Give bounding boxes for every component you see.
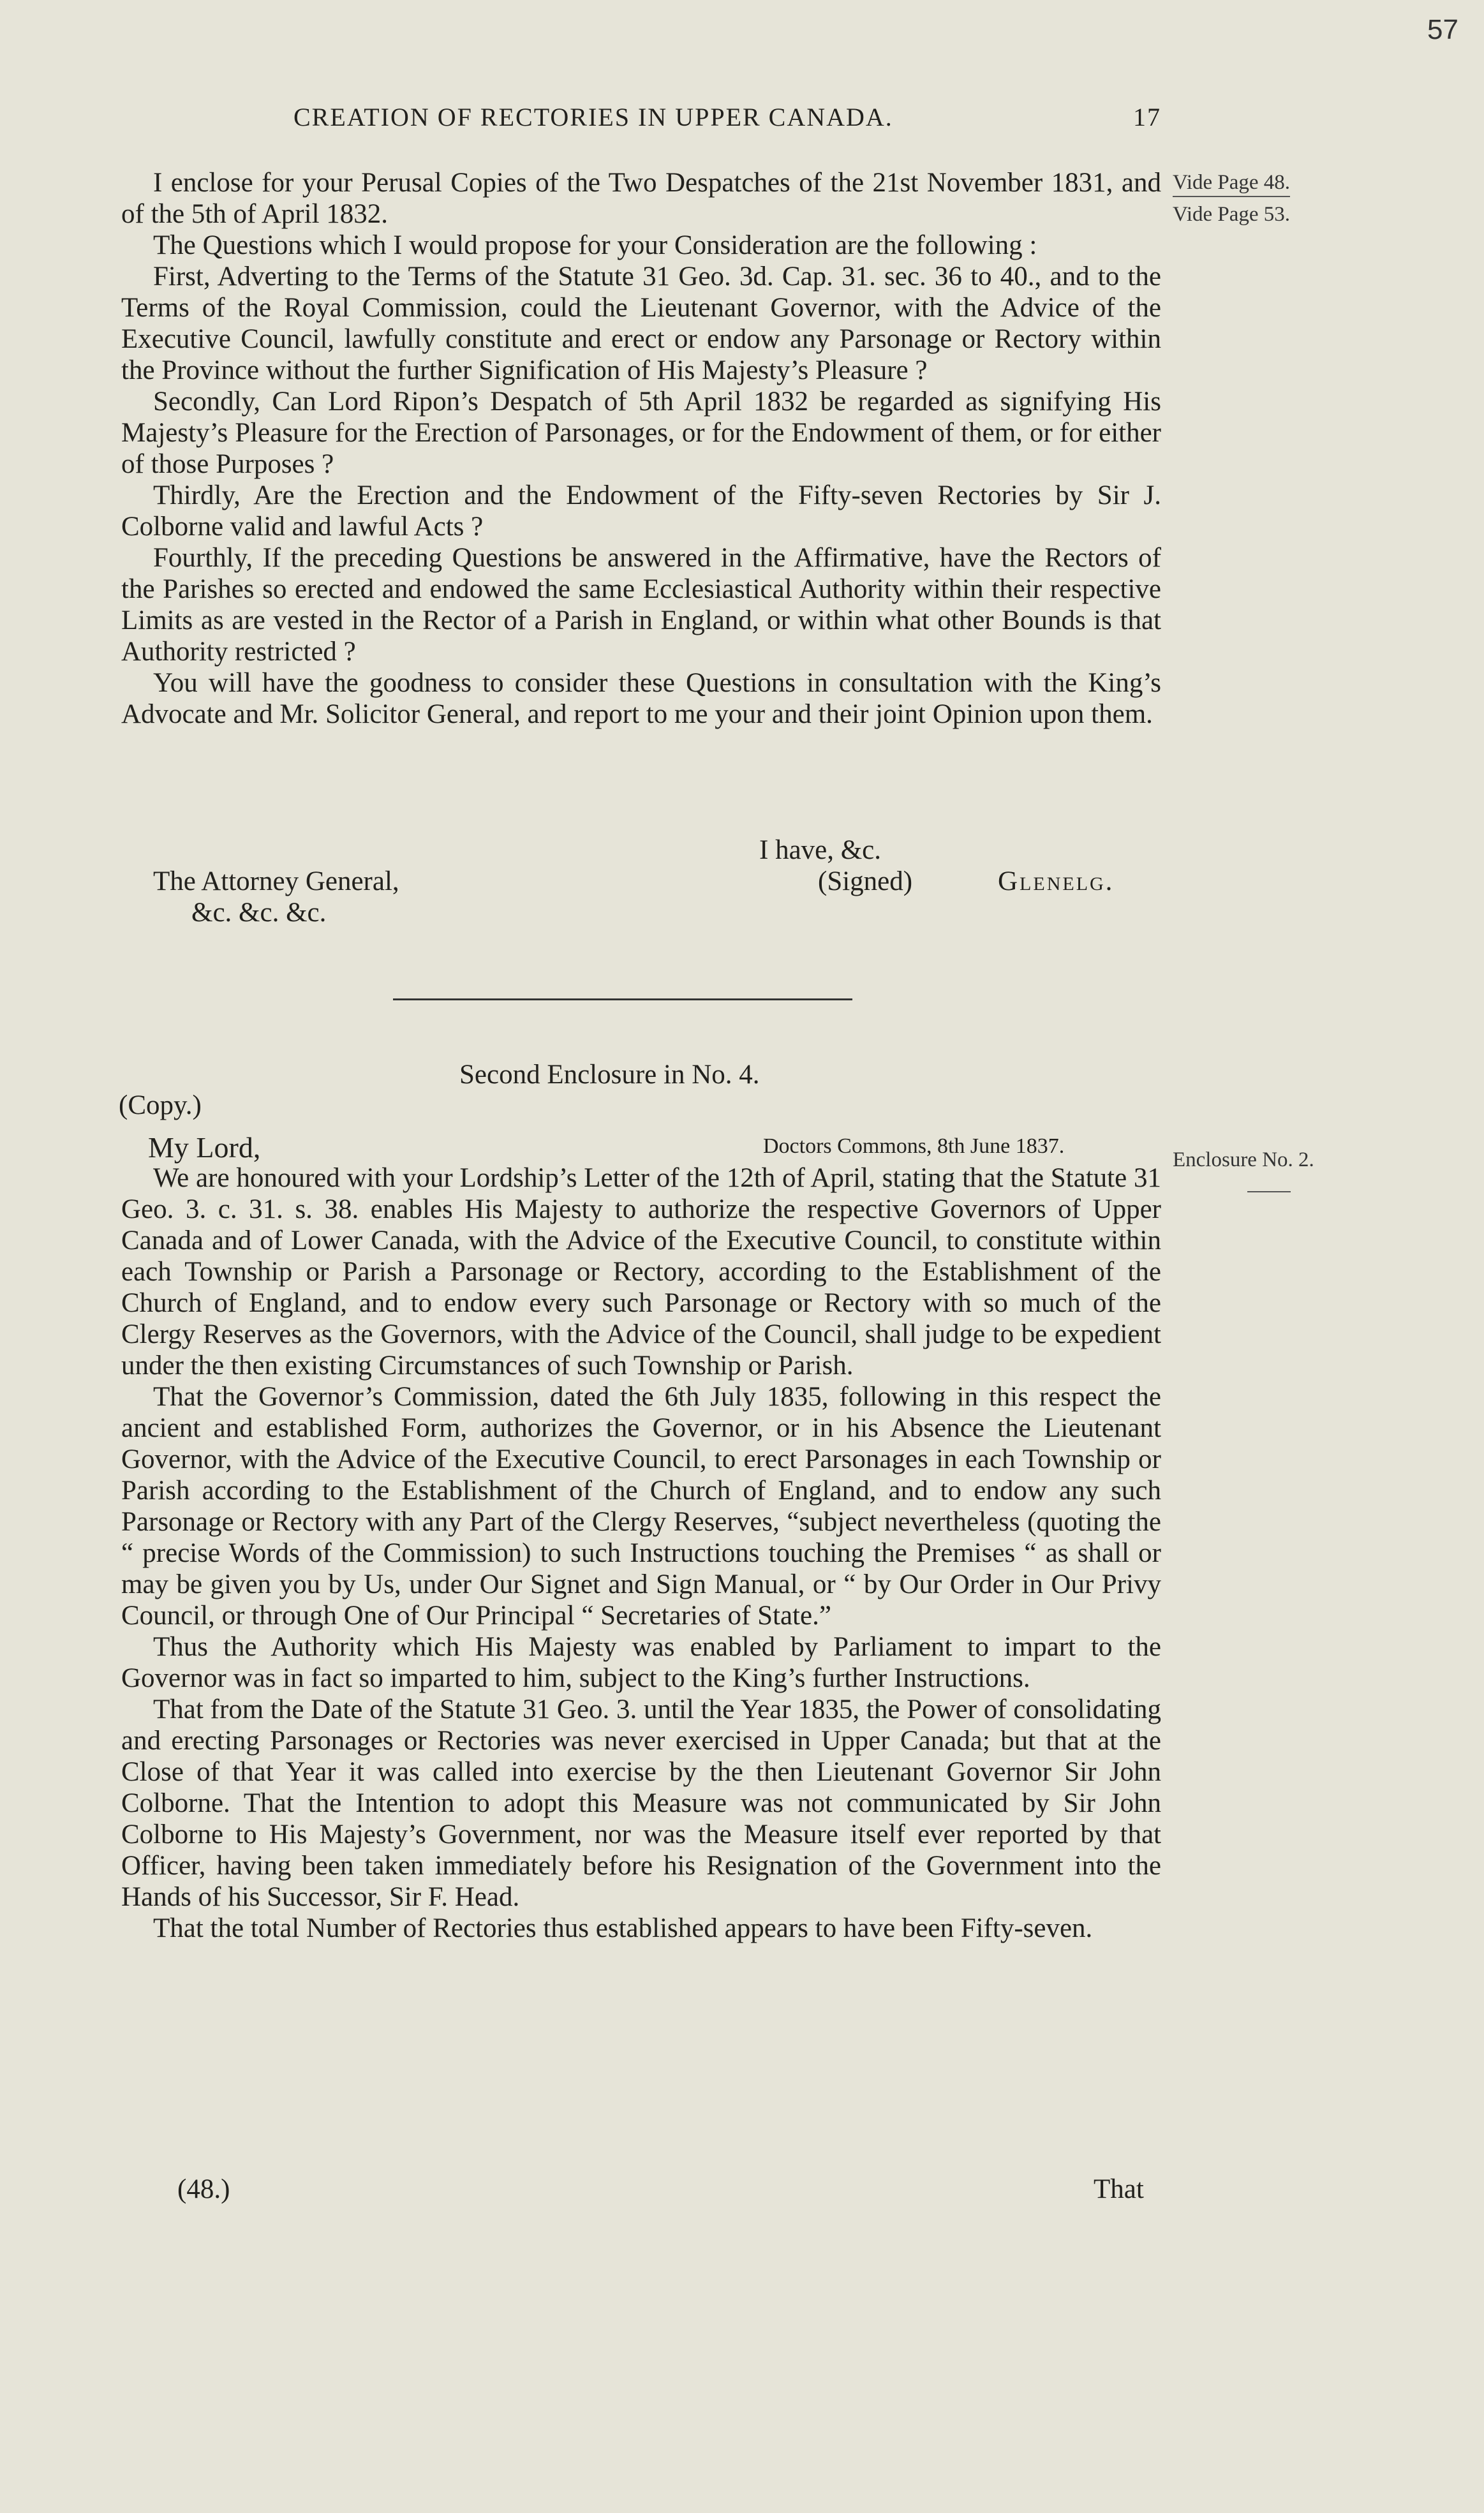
catchword: That xyxy=(1094,2174,1144,2204)
running-head-folio: 17 xyxy=(1133,103,1161,131)
paragraph: That the total Number of Rectories thus established appears to have been Fifty-seven. xyxy=(153,1913,1093,1943)
signature-number: (48.) xyxy=(177,2174,230,2204)
running-head-title: CREATION OF RECTORIES IN UPPER CANADA. xyxy=(293,103,893,131)
paragraph: We are honoured with your Lordship’s Letter of the 12th of April, stating that the Statute 31 Geo. 3. c. 31. s. 38. enables His Majesty to authorize the respective Governors of Upper Canada and of Lower Canada, with the Advice of the Executive Council, to constitute within each Township or Parish a Parsonage or Rectory, according to the Establishment of the Church of England, and to endow every such Parsonage or Rectory with so much of the Clergy Reserves as the Governors, with the Advice of the Council, shall judge to be expedient under the then existing Circumstances of such Township or Parish. xyxy=(121,1163,1161,1381)
page-number: 57 xyxy=(1427,14,1458,45)
first-letter-body xyxy=(121,167,1161,730)
signer-name: Glenelg. xyxy=(998,866,1115,896)
addressee-etc: &c. &c. &c. xyxy=(191,898,327,928)
paragraph: I enclose for your Perusal Copies of the Two Despatches of the 21st November 1831, and of the 5th of April 1832. xyxy=(121,168,1161,229)
paragraph: Secondly, Can Lord Ripon’s Despatch of 5th April 1832 be regarded as signifying His Majesty’s Pleasure for the Erection of Parsonages, or for the Endowment of them, or for either of those Purposes ? xyxy=(121,387,1161,479)
paragraph: First, Adverting to the Terms of the Statute 31 Geo. 3d. Cap. 31. sec. 36 to 40., and to the Terms of the Royal Commission, could the Lieutenant Governor, with the Advice of the Executive Council, lawfully constitute and erect or endow any Parsonage or Rectory within the Province without the further Signification of His Majesty’s Pleasure ? xyxy=(121,262,1161,385)
addressee: The Attorney General, xyxy=(153,866,399,896)
enclosure-heading: Second Enclosure in No. 4. xyxy=(459,1060,760,1090)
paragraph: Fourthly, If the preceding Questions be answered in the Affirmative, have the Rectors of the Parishes so erected and endowed the same Ecclesiastical Authority within their respective Limits as are vested in the Rector of a Parish in England, or within what other Bounds is that Authority restricted ? xyxy=(121,543,1161,667)
margin-note-vide-53: Vide Page 53. xyxy=(1173,203,1291,226)
paragraph: The Questions which I would propose for your Consideration are the following : xyxy=(153,230,1037,260)
dateline: Doctors Commons, 8th June 1837. xyxy=(763,1134,1065,1158)
paragraph: That from the Date of the Statute 31 Geo. 3. until the Year 1835, the Power of consolidating and erecting Parsonages or Rectories was never exercised in Upper Canada; but that at the Close of that Year it was called into exercise by the then Lieutenant Governor Sir John Colborne. That the Intention to adopt this Measure was not communicated by Sir John Colborne to His Majesty’s Government, nor was the Measure itself ever reported by that Officer, having been taken immediately before his Resignation of the Government into the Hands of his Successor, Sir F. Head. xyxy=(121,1694,1161,1912)
margin-note-enclosure: Enclosure No. 2. xyxy=(1173,1148,1314,1171)
second-enclosure-body xyxy=(121,1162,1161,1944)
copy-label: (Copy.) xyxy=(119,1090,202,1120)
paragraph: Thirdly, Are the Erection and the Endowment of the Fifty-seven Rectories by Sir J. Colborne valid and lawful Acts ? xyxy=(121,480,1161,542)
paragraph: That the Governor’s Commission, dated the 6th July 1835, following in this respect the ancient and established Form, authorizes the Governor, or in his Absence the Lieutenant Governor, with the Advice of the Executive Council, to erect Parsonages in each Township or Parish according to the Establishment of the Church of England, and to endow any such Parsonage or Rectory with any Part of the Clergy Reserves, “subject nevertheless (quoting the “ precise Words of the Commission) to such Instructions touching the Premises “ as shall or may be given you by Us, under Our Signet and Sign Manual, or “ by Our Order in Our Privy Council, or through One of Our Principal “ Secretaries of State.” xyxy=(121,1382,1161,1631)
paragraph: You will have the goodness to consider these Questions in consultation with the King’s Advocate and Mr. Solicitor General, and report to me your and their joint Opinion upon them. xyxy=(121,668,1161,729)
margin-note-rule xyxy=(1247,1191,1291,1192)
margin-note-vide-48: Vide Page 48. xyxy=(1173,171,1290,197)
section-divider xyxy=(393,998,852,1000)
paragraph: Thus the Authority which His Majesty was enabled by Parliament to impart to the Governor was in fact so imparted to him, subject to the King’s further Instructions. xyxy=(121,1632,1161,1693)
salutation: My Lord, xyxy=(148,1131,261,1164)
signed-label: (Signed) xyxy=(818,866,913,896)
closing: I have, &c. xyxy=(759,835,882,865)
